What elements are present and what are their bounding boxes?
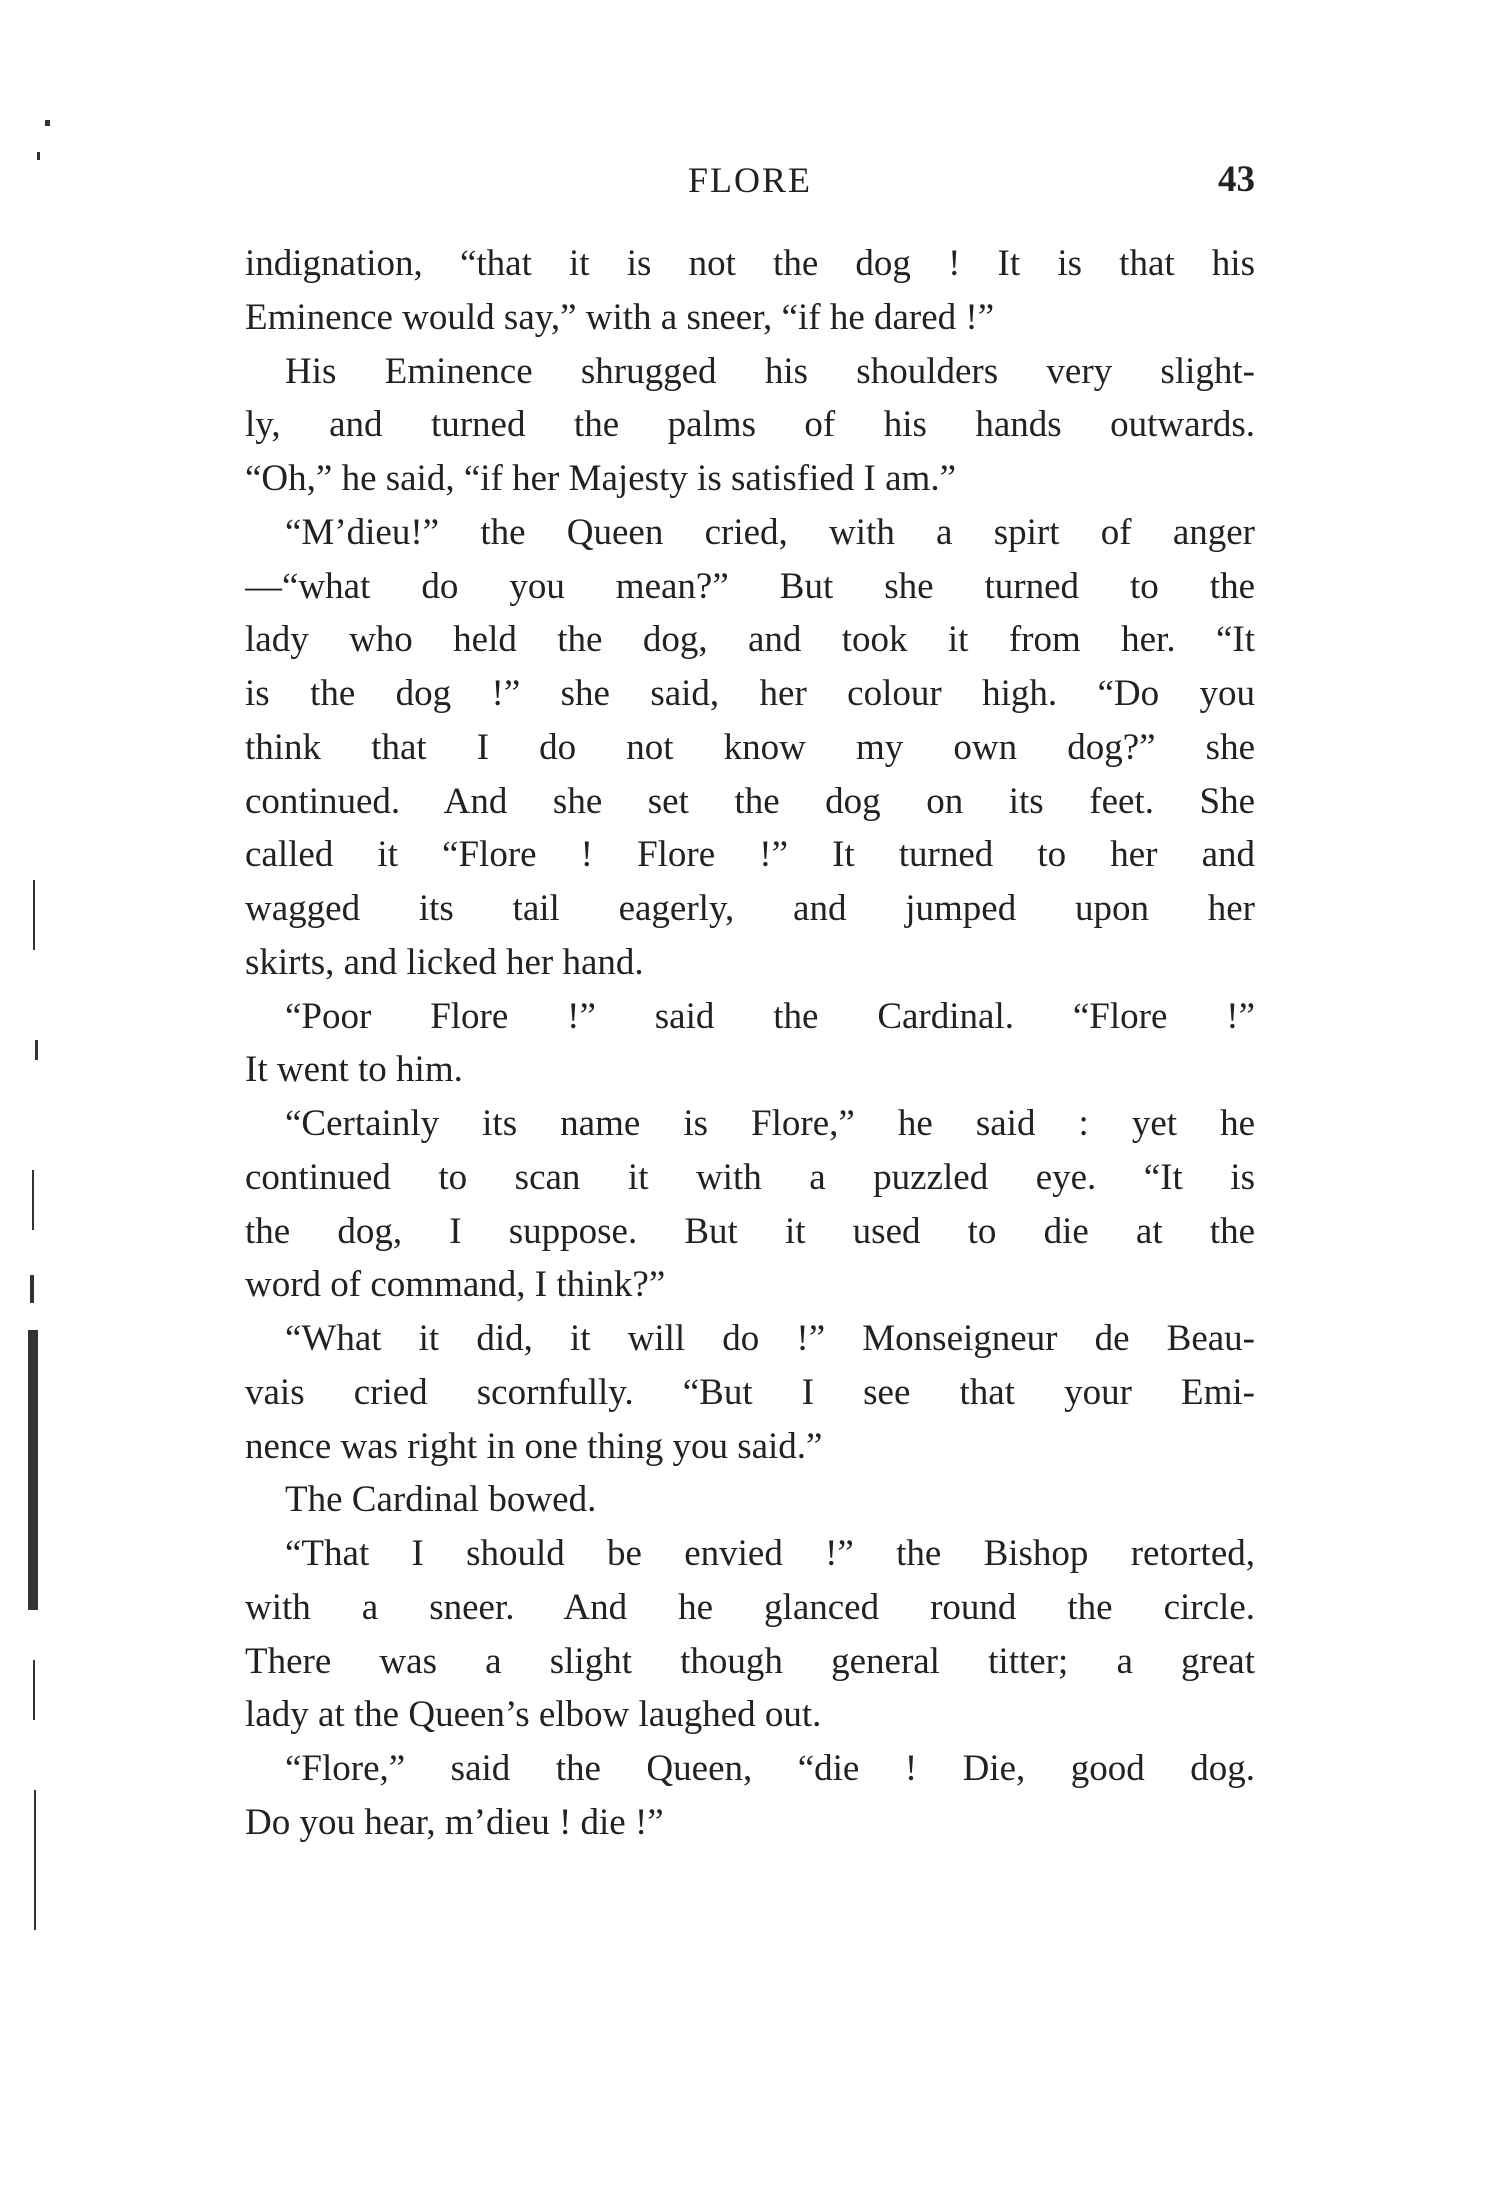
text-line: word of command, I think?” <box>245 1264 666 1306</box>
text-line: lady at the Queen’s elbow laughed out. <box>245 1694 822 1736</box>
gutter-mark <box>34 1790 36 1930</box>
text-line: “Poor Flore !” said the Cardinal. “Flore !” <box>285 995 1255 1037</box>
page-header <box>245 150 1255 210</box>
text-line: “Oh,” he said, “if her Majesty is satisfied I am.” <box>245 458 956 499</box>
gutter-mark <box>37 152 40 160</box>
text-line: “M’dieu!” the Queen cried, with a spirt of anger <box>285 511 1255 553</box>
gutter-mark <box>33 880 35 950</box>
text-line: His Eminence shrugged his shoulders very slight- <box>285 350 1255 392</box>
text-line: lady who held the dog, and took it from her. “It <box>245 619 1255 661</box>
text-line: “That I should be envied !” the Bishop retorted, <box>285 1533 1255 1574</box>
text-line: —“what do you mean?” But she turned to the <box>245 565 1255 607</box>
text-line: indignation, “that it is not the dog ! It is that his <box>245 243 1255 284</box>
text-line: skirts, and licked her hand. <box>245 941 644 983</box>
gutter-mark <box>28 1330 38 1610</box>
text-line: “Flore,” said the Queen, “die ! Die, good dog. <box>285 1748 1255 1789</box>
gutter-mark <box>32 1170 34 1230</box>
text-line: think that I do not know my own dog?” she <box>245 726 1255 768</box>
text-line: The Cardinal bowed. <box>285 1479 597 1521</box>
text-line: is the dog !” she said, her colour high. “Do you <box>245 673 1255 714</box>
gutter-mark <box>45 120 50 126</box>
text-line: vais cried scornfully. “But I see that your Emi- <box>245 1371 1255 1413</box>
text-line: “Certainly its name is Flore,” he said : yet he <box>285 1103 1255 1144</box>
text-line: with a sneer. And he glanced round the circle. <box>245 1586 1255 1628</box>
gutter-mark <box>35 1040 38 1060</box>
text-line: wagged its tail eagerly, and jumped upon her <box>245 888 1255 929</box>
body-text <box>245 237 1255 1850</box>
text-line: Do you hear, m’dieu ! die !” <box>245 1801 664 1843</box>
page-number: 43 <box>1218 159 1255 200</box>
text-line: It went to him. <box>245 1049 463 1091</box>
text-line: There was a slight though general titter; a great <box>245 1640 1255 1682</box>
text-line: Eminence would say,” with a sneer, “if he dared !” <box>245 296 995 338</box>
running-title: FLORE <box>687 160 812 200</box>
text-line: called it “Flore ! Flore !” It turned to her and <box>245 834 1255 876</box>
gutter-mark <box>30 1275 34 1303</box>
text-line: continued to scan it with a puzzled eye. “It is <box>245 1156 1255 1198</box>
text-line: “What it did, it will do !” Monseigneur de Beau- <box>285 1318 1255 1359</box>
text-line: the dog, I suppose. But it used to die at the <box>245 1210 1255 1252</box>
text-line: continued. And she set the dog on its feet. She <box>245 780 1255 822</box>
text-line: nence was right in one thing you said.” <box>245 1425 823 1467</box>
text-line: ly, and turned the palms of his hands outwards. <box>245 404 1255 446</box>
gutter-mark <box>33 1660 35 1720</box>
